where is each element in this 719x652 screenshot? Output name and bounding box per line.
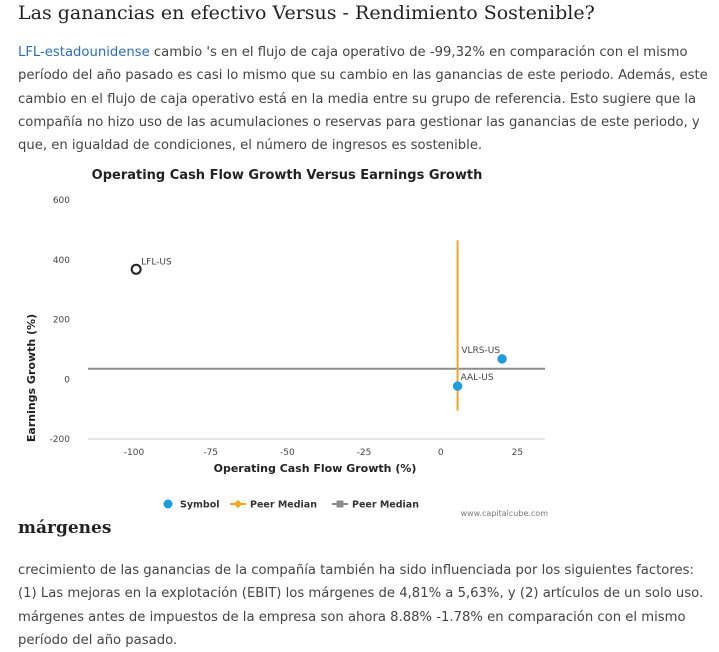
y-tick-label: 200 (52, 315, 70, 326)
legend-item-1-label[interactable]: Peer Median (250, 499, 317, 511)
earnings-paragraph-text: cambio 's en el flujo de caja operativo de -99,32% en comparación con el mismo período del año pasado es casi lo mismo que su cambio en las ganancias de este periodo. Además, este cambio en el flujo de caja operativo está en la media entre su grupo de referencia. Esto sugiere que la compañía no hizo uso de las acumulaciones o reservas para gestionar las ganancias de este periodo, y que, en igualdad de condiciones, el número de ingresos es sostenible. (18, 45, 708, 154)
x-tick-label: -100 (123, 448, 145, 458)
data-points (132, 257, 507, 390)
x-axis-ticks (124, 448, 523, 458)
legend-item-1-marker (234, 500, 242, 508)
y-tick-label: 400 (52, 255, 70, 266)
chart-title: Operating Cash Flow Growth Versus Earnings Growth (91, 168, 483, 183)
ticker-link[interactable]: LFL-estadounidense (18, 45, 150, 60)
x-tick-label: 25 (511, 448, 524, 458)
y-tick-label: -200 (49, 435, 70, 445)
x-axis-label: Operating Cash Flow Growth (%) (213, 462, 417, 475)
chart-credit: www.capitalcube.com (460, 509, 548, 518)
legend-item-2-marker (337, 501, 344, 508)
point-lfl-us (132, 265, 141, 274)
y-axis-ticks (50, 196, 71, 445)
earnings-paragraph (18, 41, 708, 157)
x-tick-label: -50 (280, 448, 295, 458)
point-label-aal-us: AAL-US (460, 373, 494, 384)
chart-legend (164, 500, 420, 511)
x-tick-label: -25 (356, 448, 372, 458)
x-tick-label: 0 (437, 448, 444, 458)
scatter-chart-svg (18, 160, 558, 522)
x-tick-label: -75 (203, 448, 219, 458)
legend-item-2-label[interactable]: Peer Median (352, 499, 419, 511)
y-axis-label: Earnings Growth (%) (25, 313, 38, 443)
legend-item-0-label[interactable]: Symbol (180, 499, 220, 511)
section-heading-margins: márgenes (18, 518, 112, 538)
scatter-chart (18, 160, 558, 522)
point-label-lfl-us: LFL-US (141, 257, 172, 268)
section-heading-earnings: Las ganancias en efectivo Versus - Rendimiento Sostenible? (18, 2, 595, 24)
y-tick-label: 600 (52, 196, 70, 206)
point-label-vlrs-us: VLRS-US (461, 345, 501, 356)
margins-paragraph: crecimiento de las ganancias de la compañía también ha sido influenciada por los siguientes factores: (1) Las mejoras en la explotación (EBIT) los márgenes de 4,81% a 5,63%, y (2) artículos de un solo uso. márgenes antes de impuestos de la empresa son ahora 8.88% -1.78% en comparación con el mismo período del año pasado. (18, 563, 704, 648)
y-tick-label: 0 (64, 375, 70, 386)
legend-item-0-marker (164, 500, 173, 509)
